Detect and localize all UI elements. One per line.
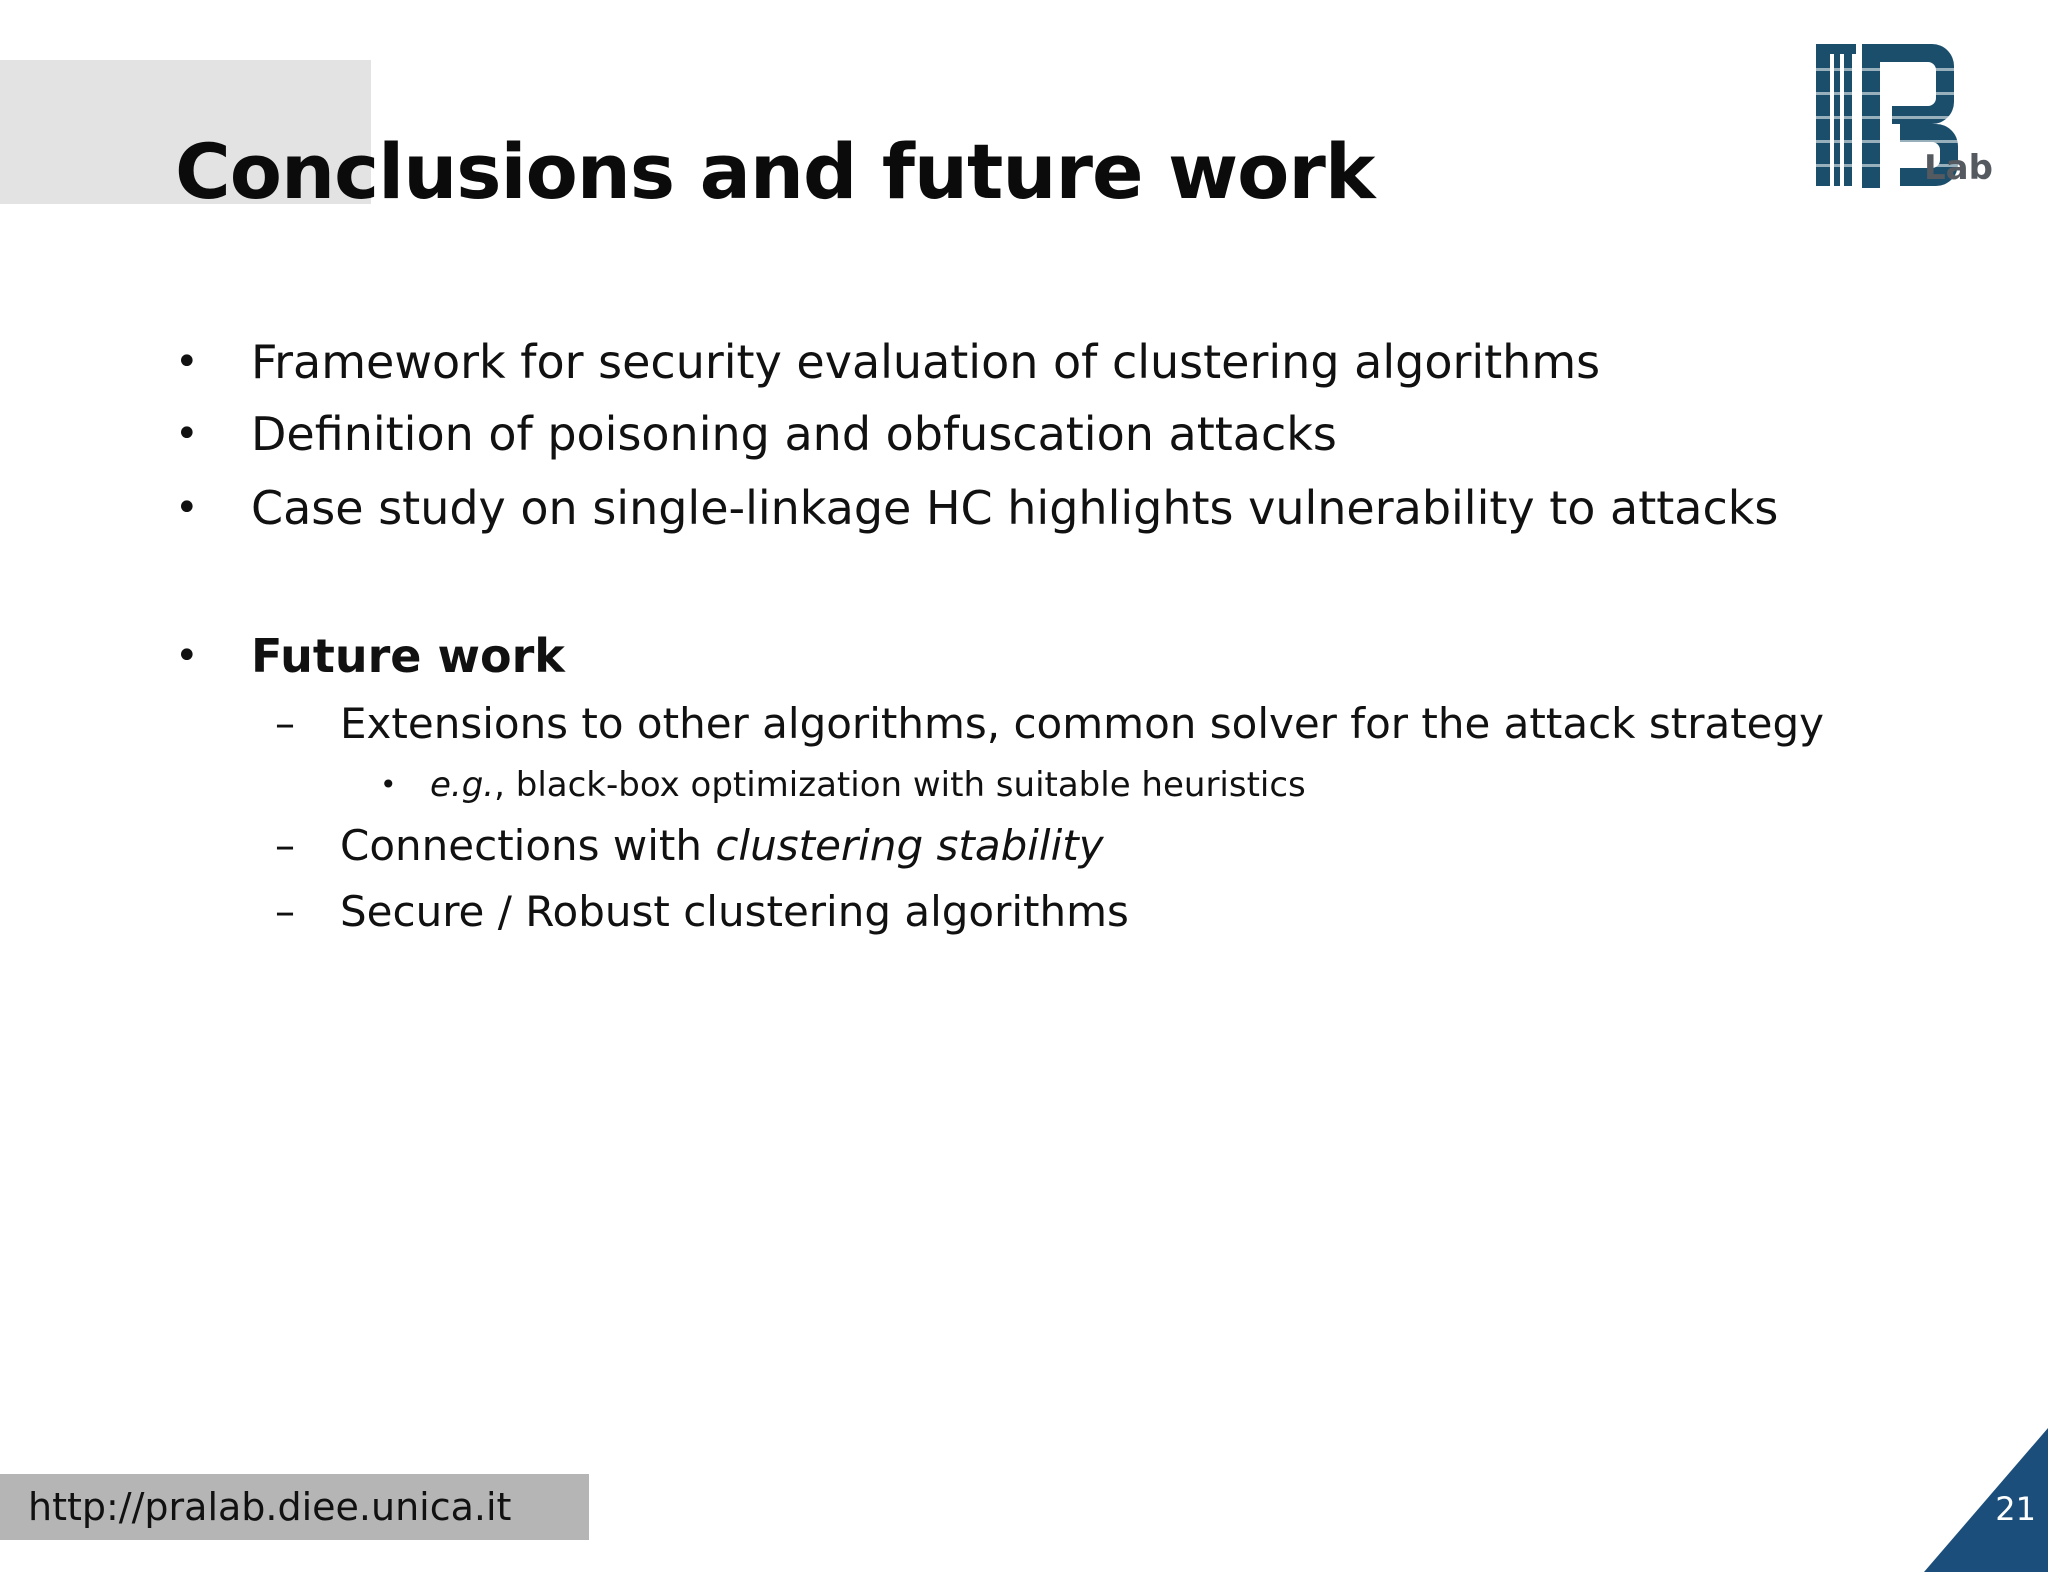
future-work-title: Future work (251, 629, 565, 683)
page-number: 21 (1995, 1490, 2036, 1528)
sub-bullet-text: Extensions to other algorithms, common solver for the attack strategy (340, 699, 1825, 748)
dash-mark: – (275, 701, 295, 747)
bullet-mark: • (175, 411, 199, 457)
bullet-text: Framework for security evaluation of clustering algorithms (251, 335, 1601, 389)
footer-url-link[interactable]: http://pralab.diee.unica.it (28, 1485, 512, 1529)
sub-sub-bullet-text (430, 762, 1306, 808)
connections-plain: Connections with (340, 821, 716, 870)
bullet-mark: • (380, 768, 397, 801)
bullet-mark: • (175, 633, 199, 679)
slide-title: Conclusions and future work (175, 127, 1375, 216)
dash-mark: – (275, 889, 295, 935)
connections-italic: clustering stability (715, 821, 1104, 870)
dash-mark: – (275, 823, 295, 869)
eg-italic: e.g. (430, 765, 495, 805)
bullet-mark: • (175, 485, 199, 531)
sub-bullet-text (340, 818, 1104, 874)
bullet-text: Case study on single-linkage HC highlights vulnerability to attacks (251, 481, 1779, 535)
bullet-text: Definition of poisoning and obfuscation attacks (251, 407, 1337, 461)
logo-lab-text: Lab (1924, 148, 1993, 188)
eg-rest: , black-box optimization with suitable heuristics (494, 765, 1306, 805)
sub-bullet-text: Secure / Robust clustering algorithms (340, 887, 1129, 936)
bullet-mark: • (175, 339, 199, 385)
footer-url-bar (0, 1474, 589, 1540)
